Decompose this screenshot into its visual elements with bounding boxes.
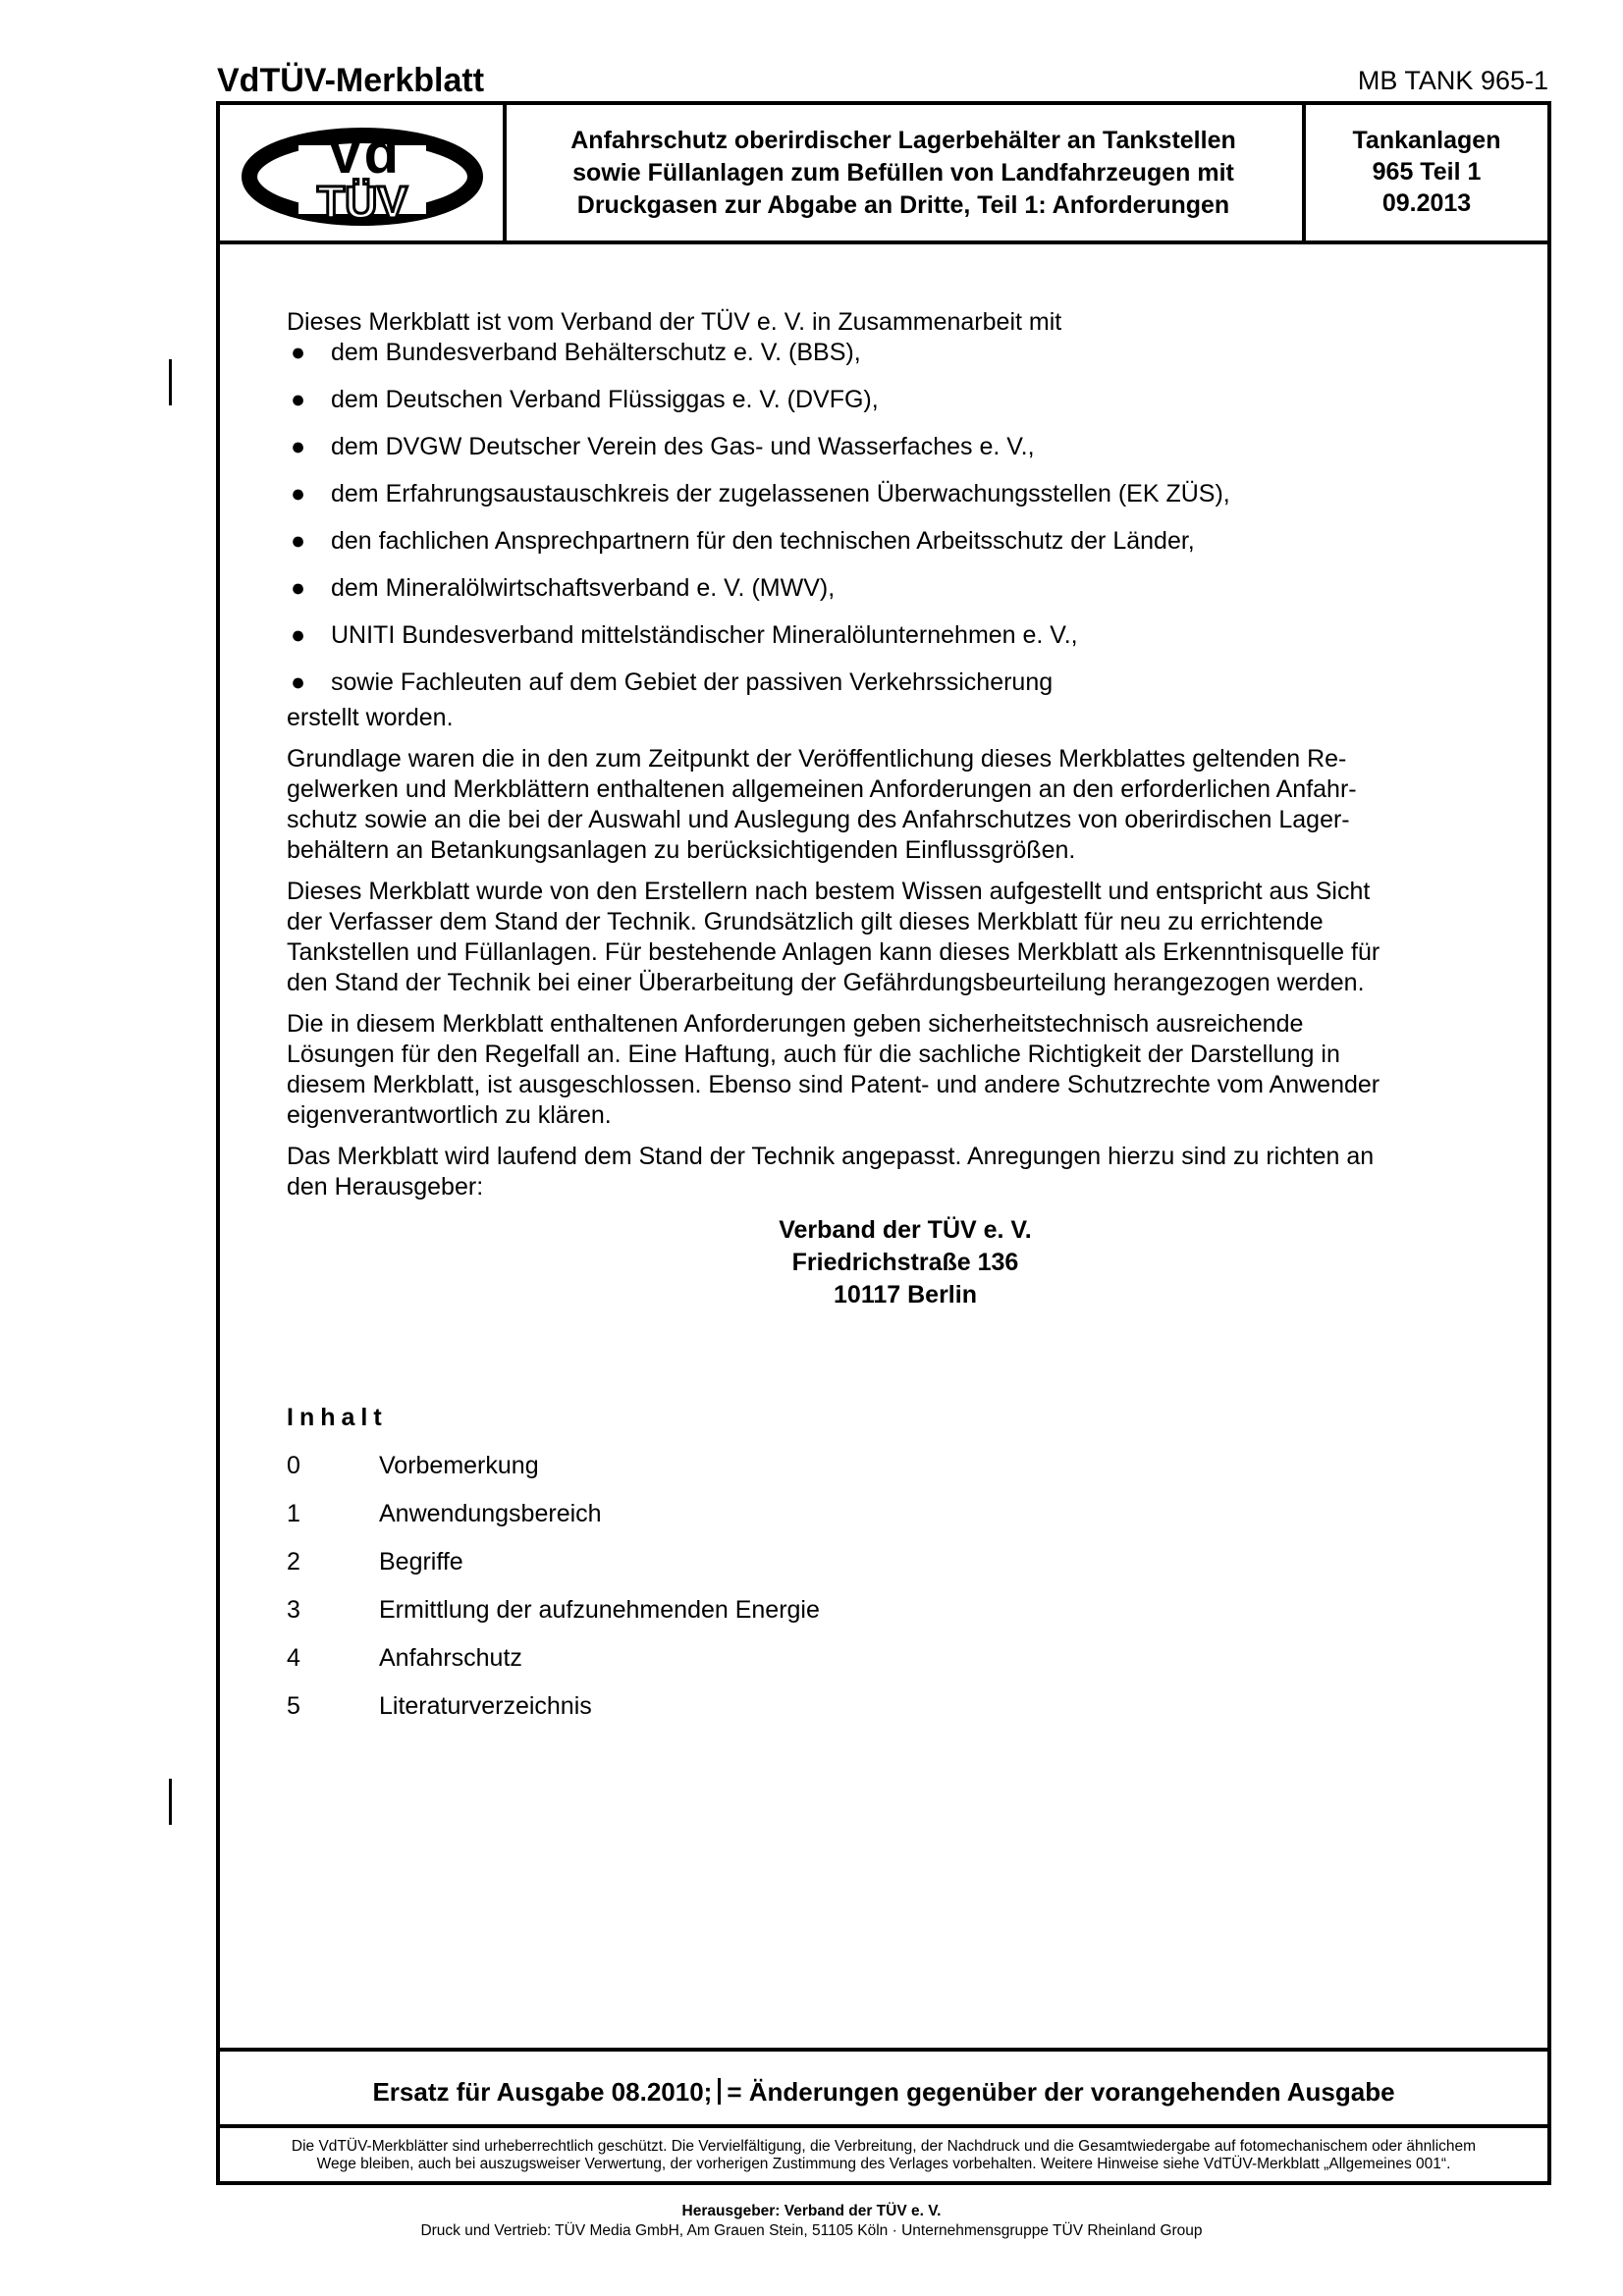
subject-line: sowie Füllanlagen zum Befüllen von Landfahrzeugen mit (572, 159, 1234, 187)
publisher-address (287, 1214, 1524, 1311)
change-marker (169, 359, 172, 405)
toc-item (287, 1451, 1524, 1481)
change-marker-icon (718, 2078, 721, 2105)
toc-number: 5 (287, 1692, 300, 1720)
meta-category: Tankanlagen (1352, 127, 1501, 154)
footer-distribution: Druck und Vertrieb: TÜV Media GmbH, Am Grauen Stein, 51105 Köln · Unternehmensgruppe TÜV Rheinland Group (420, 2222, 1203, 2239)
organization-name: dem DVGW Deutscher Verein des Gas- und Wasserfaches e. V., (331, 433, 1035, 460)
subject-line: Anfahrschutz oberirdischer Lagerbehälter an Tankstellen (570, 127, 1236, 154)
organization-name: dem Mineralölwirtschaftsverband e. V. (MWV), (331, 574, 836, 602)
edition-suffix: = Änderungen gegenüber der vorangehenden Ausgabe (727, 2077, 1395, 2107)
toc-item (287, 1643, 1524, 1674)
document-subject (511, 125, 1296, 222)
list-item (287, 479, 1524, 509)
organization-name: dem Erfahrungsaustauschkreis der zugelassenen Überwachungsstellen (EK ZÜS), (331, 480, 1230, 507)
edition-note (216, 2077, 1551, 2108)
organization-name: dem Deutschen Verband Flüssiggas e. V. (DVFG), (331, 386, 879, 413)
toc-number: 1 (287, 1500, 300, 1527)
bullet-icon: ● (291, 339, 306, 366)
bullet-icon: ● (291, 527, 306, 555)
logo-text-vd: Vd (325, 122, 400, 186)
header-divider (503, 101, 507, 244)
toc-label: Vorbemerkung (379, 1452, 539, 1479)
toc-label: Anwendungsbereich (379, 1500, 602, 1527)
toc-item (287, 1547, 1524, 1577)
bullet-icon: ● (291, 621, 306, 649)
paragraph-liability: Die in diesem Merkblatt enthaltenen Anforderungen geben sicherheitstechnisch ausreichende Lösungen für den Regelfall an. Eine Haftung, auch für die sachliche Richtigkeit der Darstellung in diesem Merkblatt, ist ausgeschlossen. Ebenso sind Patent- und andere Schutzrechte vom Anwender eigenverantwortlich zu klären. (287, 1010, 1380, 1129)
document-title: VdTÜV-Merkblatt (217, 62, 485, 99)
edition-prefix: Ersatz für Ausgabe 08.2010; (372, 2077, 713, 2107)
toc-number: 2 (287, 1548, 300, 1575)
list-item (287, 338, 1524, 368)
subject-line: Druckgasen zur Abgabe an Dritte, Teil 1: Anforderungen (576, 191, 1230, 219)
organization-name: sowie Fachleuten auf dem Gebiet der passiven Verkehrssicherung (331, 668, 1054, 696)
toc-label: Anfahrschutz (379, 1644, 522, 1672)
organization-name: den fachlichen Ansprechpartnern für den technischen Arbeitsschutz der Länder, (331, 527, 1195, 555)
toc-label: Ermittlung der aufzunehmenden Energie (379, 1596, 820, 1624)
document-code: MB TANK 965-1 (1357, 66, 1548, 95)
document-body (287, 307, 1524, 1722)
organization-name: UNITI Bundesverband mittelständischer Mineralölunternehmen e. V., (331, 621, 1078, 649)
bullet-icon: ● (291, 668, 306, 696)
meta-part: 965 Teil 1 (1372, 158, 1482, 186)
toc-item (287, 1499, 1524, 1529)
logo-text-tuev: TÜV (317, 177, 407, 228)
intro-text: Dieses Merkblatt ist vom Verband der TÜV e. V. in Zusammenarbeit mit (287, 308, 1062, 336)
toc-number: 4 (287, 1644, 300, 1672)
bullet-icon: ● (291, 433, 306, 460)
toc-heading: Inhalt (287, 1404, 388, 1431)
toc-number: 0 (287, 1452, 300, 1479)
bullet-icon: ● (291, 386, 306, 413)
bullet-icon: ● (291, 480, 306, 507)
toc-number: 3 (287, 1596, 300, 1624)
toc-label: Literaturverzeichnis (379, 1692, 592, 1720)
paragraph-basis: Grundlage waren die in den zum Zeitpunkt der Veröffentlichung dieses Merkblattes geltenden Re- gelwerken und Merkblättern enthaltenen allgemeinen Anforderungen an den erforderlichen Anfahr- schutz sowie an die bei der Auswahl und Auslegung des Anfahrschutzes von oberirdischen Lager- behältern an Betankungsanlagen zu berücksichtigenden Einflussgrößen. (287, 745, 1357, 864)
organization-name: dem Bundesverband Behälterschutz e. V. (BBS), (331, 339, 861, 366)
paragraph-state-of-art: Dieses Merkblatt wurde von den Erstellern nach bestem Wissen aufgestellt und entspricht aus Sicht der Verfasser dem Stand der Technik. Grundsätzlich gilt dieses Merkblatt für neu zu errichtende Tankstellen und Füllanlagen. Für bestehende Anlagen kann dieses Merkblatt als Erkenntnisquelle für den Stand der Technik bei einer Überarbeitung der Gefährdungsbeurteilung herangezogen werden. (287, 878, 1380, 996)
list-item (287, 385, 1524, 415)
toc-item (287, 1595, 1524, 1626)
bullet-icon: ● (291, 574, 306, 602)
toc-item (287, 1691, 1524, 1722)
vdtuev-logo (240, 116, 485, 232)
list-item (287, 667, 1524, 698)
list-item (287, 573, 1524, 604)
publisher-name: Verband der TÜV e. V. (779, 1216, 1032, 1244)
organization-list (287, 338, 1524, 698)
publisher-city: 10117 Berlin (834, 1281, 977, 1308)
toc-label: Begriffe (379, 1548, 463, 1575)
list-item (287, 432, 1524, 462)
publisher-street: Friedrichstraße 136 (791, 1249, 1019, 1276)
meta-date: 09.2013 (1381, 189, 1472, 217)
list-item (287, 526, 1524, 557)
paragraph-updates: Das Merkblatt wird laufend dem Stand der Technik angepasst. Anregungen hierzu sind zu richten an den Herausgeber: (287, 1143, 1375, 1201)
closing-text: erstellt worden. (287, 704, 454, 731)
list-item (287, 620, 1524, 651)
copyright-notice: Die VdTÜV-Merkblätter sind urheberrechtlich geschützt. Die Vervielfältigung, die Verbreitung, der Nachdruck und die Gesamtwiedergabe auf fotomechanischem oder ähnlichem Wege bleiben, auch bei auszugsweiser Verwertung, der vorherigen Zustimmung des Verlages vorbehalten. Weitere Hinweise siehe VdTÜV-Merkblatt „Allgemeines 001“. (291, 2138, 1477, 2172)
document-meta (1306, 125, 1547, 219)
change-marker (169, 1779, 172, 1825)
footer-publisher: Herausgeber: Verband der TÜV e. V. (681, 2203, 942, 2219)
